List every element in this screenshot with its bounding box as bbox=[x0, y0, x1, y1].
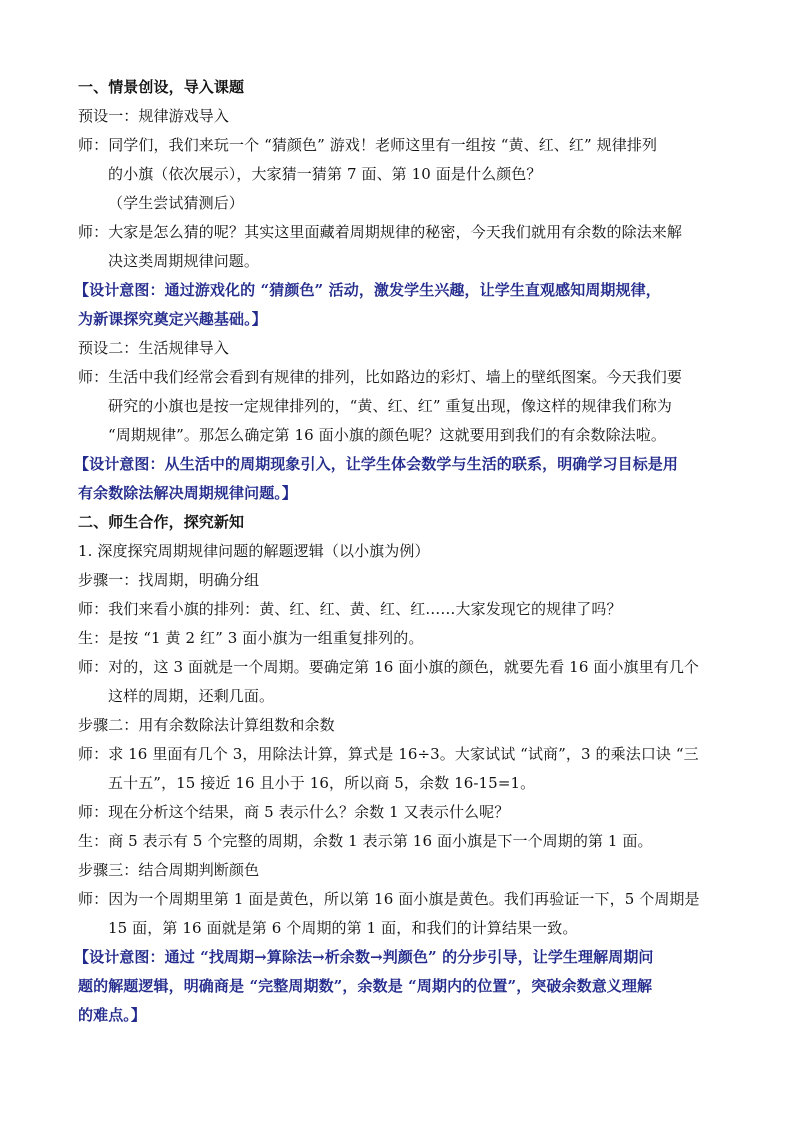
student-dialogue: 生：商 5 表示有 5 个完整的周期，余数 1 表示第 16 面小旗是下一个周期的第 1 面。 bbox=[78, 832, 653, 850]
design-intent-note-cont: 为新课探究奠定兴趣基础。】 bbox=[78, 310, 267, 328]
step-title: 步骤一：找周期，明确分组 bbox=[78, 571, 260, 589]
teacher-dialogue-cont: 的小旗（依次展示），大家猜一猜第 7 面、第 10 面是什么颜色？ bbox=[108, 165, 542, 183]
design-intent-emphasis: “找周期→算除法→析余数→判颜色” bbox=[200, 948, 437, 966]
teacher-dialogue-cont: 15 面，第 16 面就是第 6 个周期的第 1 面，和我们的计算结果一致。 bbox=[108, 919, 578, 937]
section-heading: 二、师生合作，探究新知 bbox=[78, 513, 245, 531]
teacher-dialogue-cont: 研究的小旗也是按一定规律排列的，“黄、红、红” 重复出现，像这样的规律我们称为 bbox=[108, 397, 673, 415]
subsection-title: 1. 深度探究周期规律问题的解题逻辑（以小旗为例） bbox=[78, 542, 430, 560]
teacher-dialogue: 师：同学们，我们来玩一个 “猜颜色” 游戏！老师这里有一组按 “黄、红、红” 规律排列 bbox=[78, 136, 658, 154]
teacher-dialogue: 师：大家是怎么猜的呢？其实这里面藏着周期规律的秘密，今天我们就用有余数的除法来解 bbox=[78, 223, 683, 241]
teacher-dialogue: 师：对的，这 3 面就是一个周期。要确定第 16 面小旗的颜色，就要先看 16 面小旗里有几个 bbox=[78, 658, 700, 676]
step-title: 步骤二：用有余数除法计算组数和余数 bbox=[78, 716, 335, 734]
teacher-dialogue-cont: “周期规律”。那怎么确定第 16 面小旗的颜色呢？这就要用到我们的有余数除法啦。 bbox=[108, 426, 666, 444]
design-intent-emphasis: “完整周期数” bbox=[249, 977, 343, 995]
teacher-dialogue: 师：因为一个周期里第 1 面是黄色，所以第 16 面小旗是黄色。我们再验证一下，5 个周期是 bbox=[78, 890, 700, 908]
teacher-dialogue-cont: 这样的周期，还剩几面。 bbox=[108, 687, 275, 705]
teacher-dialogue-cont: 五十五”，15 接近 16 且小于 16，所以商 5，余数 16-15=1。 bbox=[108, 774, 536, 792]
design-intent-text: 的分步引导，让学生理解周期问 bbox=[436, 948, 654, 966]
design-intent-text: ，余数是 bbox=[342, 977, 409, 995]
design-intent-note bbox=[74, 942, 654, 972]
teacher-dialogue-cont: 决这类周期规律问题。 bbox=[108, 252, 260, 270]
design-intent-text: 活动，激发学生兴趣，让学生直观感知周期规律， bbox=[323, 281, 661, 299]
design-intent-note-cont: 的难点。】 bbox=[78, 1006, 147, 1024]
design-intent-text: 题的解题逻辑，明确商是 bbox=[78, 977, 250, 995]
design-intent-text: ，突破余数意义理解 bbox=[516, 977, 653, 995]
teacher-dialogue: 师：生活中我们经常会看到有规律的排列，比如路边的彩灯、墙上的壁纸图案。今天我们要 bbox=[78, 368, 683, 386]
design-intent-note-cont: 有余数除法解决周期规律问题。】 bbox=[78, 484, 298, 502]
design-intent-text: 【设计意图：通过游戏化的 bbox=[74, 281, 261, 299]
design-intent-emphasis: “周期内的位置” bbox=[408, 977, 517, 995]
design-intent-note bbox=[74, 275, 661, 305]
subsection-title: 预设二：生活规律导入 bbox=[78, 339, 230, 357]
teacher-dialogue: 师：我们来看小旗的排列：黄、红、红、黄、红、红……大家发现它的规律了吗？ bbox=[78, 600, 622, 618]
design-intent-note-cont bbox=[78, 971, 652, 1001]
teacher-dialogue: 师：求 16 里面有几个 3，用除法计算，算式是 16÷3。大家试试 “试商”，3 的乘法口诀 “三 bbox=[78, 745, 699, 763]
subsection-title: 预设一：规律游戏导入 bbox=[78, 107, 230, 125]
design-intent-note: 【设计意图：从生活中的周期现象引入，让学生体会数学与生活的联系，明确学习目标是用 bbox=[74, 455, 679, 473]
student-action-note: （学生尝试猜测后） bbox=[108, 194, 244, 212]
section-heading: 一、情景创设，导入课题 bbox=[78, 78, 245, 96]
design-intent-text: 【设计意图：通过 bbox=[74, 948, 201, 966]
student-dialogue: 生：是按 “1 黄 2 红” 3 面小旗为一组重复排列的。 bbox=[78, 629, 424, 647]
design-intent-emphasis: “猜颜色” bbox=[260, 281, 324, 299]
step-title: 步骤三：结合周期判断颜色 bbox=[78, 861, 260, 879]
teacher-dialogue: 师：现在分析这个结果，商 5 表示什么？余数 1 又表示什么呢？ bbox=[78, 803, 510, 821]
